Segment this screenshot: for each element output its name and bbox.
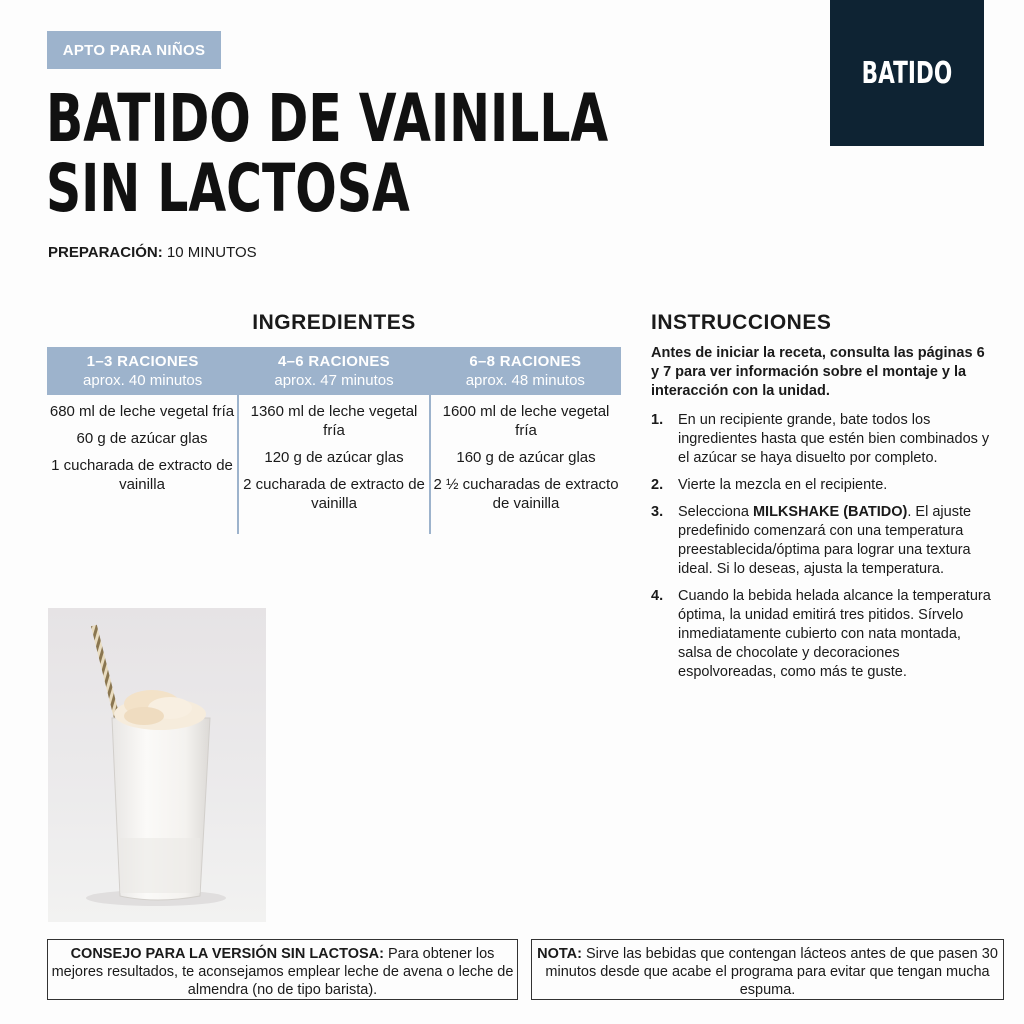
ingredients-table-body — [47, 395, 621, 534]
instructions-steps — [651, 411, 996, 690]
ingredient-item: 2 ½ cucharadas de extracto de vainilla — [433, 476, 619, 512]
preset-name: MILKSHAKE (BATIDO) — [752, 504, 908, 520]
instructions-heading: INSTRUCCIONES — [651, 311, 832, 334]
approx-time: aprox. 47 minutos — [274, 372, 394, 389]
ingredients-column — [429, 395, 621, 534]
ingredients-column — [237, 395, 429, 534]
step-number: 2. — [651, 477, 664, 493]
step-text: Vierte la mezcla en el recipiente. — [678, 477, 888, 493]
recipe-title — [46, 80, 609, 227]
category-tab-label: BATIDO — [861, 55, 953, 91]
milkshake-illustration — [48, 608, 266, 922]
ingredient-item: 680 ml de leche vegetal fría — [49, 403, 235, 420]
kid-friendly-badge: APTO PARA NIÑOS — [47, 31, 221, 69]
instructions-intro: Antes de iniciar la receta, consulta las páginas 6 y 7 para ver información sobre el montaje y la interacción con la unidad. — [651, 345, 985, 399]
ingredient-item: 2 cucharada de extracto de vainilla — [243, 476, 425, 512]
step-text: Cuando la bebida helada alcance la temperatura óptima, la unidad emitirá tres pitidos. Sírvelo inmediatamente cubierto con nata montada, salsa de chocolate y decoraciones espolvoreadas, como más te guste. — [678, 588, 991, 680]
ingredients-column — [47, 395, 237, 534]
servings-label: 1–3 RACIONES — [86, 353, 199, 370]
servings-column-header — [47, 347, 238, 395]
ingredient-item: 1600 ml de leche vegetal fría — [442, 403, 610, 439]
ingredient-item: 120 g de azúcar glas — [264, 449, 404, 466]
step-number: 1. — [651, 412, 664, 428]
servings-column-header — [238, 347, 429, 395]
ingredients-table-header — [47, 347, 621, 395]
step-text-post: . El ajuste predefinido comenzará con una temperatura preestablecida/óptima para lograr una textura ideal. Si lo deseas, ajusta la temperatura. — [678, 504, 972, 577]
approx-time: aprox. 48 minutos — [465, 372, 585, 389]
ingredient-item: 60 g de azúcar glas — [76, 430, 208, 447]
recipe-title-line-2: SIN LACTOSA — [46, 150, 410, 227]
step-number: 4. — [651, 588, 664, 604]
approx-time: aprox. 40 minutos — [83, 372, 203, 389]
ingredients-table — [47, 347, 621, 534]
recipe-title-line-1: BATIDO DE VAINILLA — [46, 80, 609, 157]
instruction-step — [651, 476, 996, 495]
prep-time — [48, 244, 257, 261]
servings-label: 4–6 RACIONES — [278, 353, 390, 370]
prep-time-value: 10 MINUTOS — [166, 244, 257, 261]
ingredient-item: 1 cucharada de extracto de vainilla — [51, 457, 233, 493]
tip-label: CONSEJO PARA LA VERSIÓN SIN LACTOSA: — [70, 946, 384, 962]
ingredients-heading: INGREDIENTES — [252, 311, 416, 334]
note-text: Sirve las bebidas que contengan lácteos antes de que pasen 30 minutos desde que acabe el programa para evitar que tengan mucha espuma. — [545, 946, 998, 998]
prep-time-label: PREPARACIÓN: — [48, 244, 163, 261]
milkshake-photo — [48, 608, 266, 922]
servings-column-header — [430, 347, 621, 395]
ingredient-item: 160 g de azúcar glas — [456, 449, 596, 466]
note-box — [531, 939, 1004, 1000]
step-text: En un recipiente grande, bate todos los ingredientes hasta que estén bien combinados y el azúcar se haya disuelto por completo. — [678, 412, 990, 466]
step-text-pre: Selecciona — [678, 504, 753, 520]
tip-text: Para obtener los mejores resultados, te aconsejamos emplear leche de avena o leche de almendra (no de tipo barista). — [51, 946, 514, 998]
instruction-step — [651, 411, 996, 468]
step-number: 3. — [651, 504, 664, 520]
ingredient-item: 1360 ml de leche vegetal fría — [250, 403, 418, 439]
category-tab — [830, 0, 984, 146]
servings-label: 6–8 RACIONES — [469, 353, 582, 370]
lactose-free-tip — [47, 939, 518, 1000]
note-label: NOTA: — [537, 946, 582, 962]
instruction-step — [651, 503, 996, 579]
instruction-step — [651, 587, 996, 682]
step-text — [678, 503, 996, 579]
